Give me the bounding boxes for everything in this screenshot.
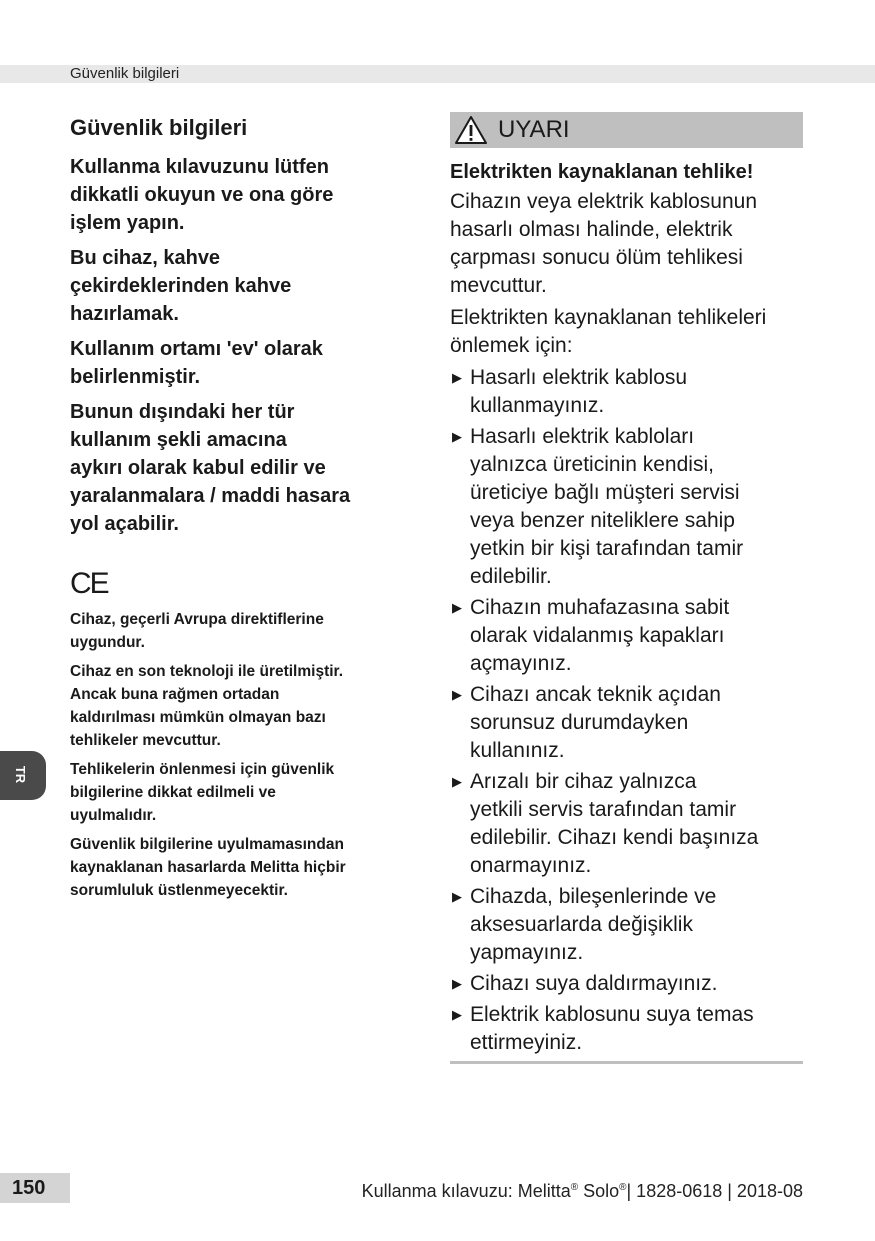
small-paragraph: Cihaz, geçerli Avrupa direktiflerine uygundur. [70,611,324,651]
list-item [450,1001,803,1057]
list-item [450,681,803,765]
warning-list [450,364,803,1057]
bullet-triangle-icon: ▶ [452,1007,462,1022]
warning-label: UYARI [498,116,570,143]
bold-paragraph: Bu cihaz, kahve çekirdeklerinden kahve hazırlamak. [70,247,292,325]
list-item [450,594,803,678]
warning-triangle-icon [454,115,488,145]
warning-bottom-rule [450,1061,803,1064]
warning-box [450,112,803,1064]
list-item-text: Cihazda, bileşenlerinde ve aksesuarlarda değişiklik yapmayınız. [470,885,717,964]
language-tab-label: TR [13,765,29,784]
list-item [450,768,803,880]
bullet-triangle-icon: ▶ [452,889,462,904]
header-section: Güvenlik bilgileri [70,65,180,82]
bullet-triangle-icon: ▶ [452,774,462,789]
list-item [450,364,803,420]
bold-paragraph: Bunun dışındaki her tür kullanım şekli amacına aykırı olarak kabul edilir ve yaralanmalara / maddi hasara yol açabilir. [70,401,351,535]
list-item-text: Arızalı bir cihaz yalnızca yetkili servis tarafından tamir edilebilir. Cihazı kendi başınıza onarmayınız. [470,770,759,877]
small-paragraph: Güvenlik bilgilerine uyulmamasından kaynaklanan hasarlarda Melitta hiçbir sorumluluk üstlenmeyecektir. [70,836,346,899]
footer-manual: Kullanma kılavuzu: Melitta [361,1181,571,1201]
bullet-triangle-icon: ▶ [452,370,462,385]
ce-mark-icon: CE [70,567,108,600]
section-title: Güvenlik bilgileri [70,115,248,140]
warning-paragraph: Cihazın veya elektrik kablosunun hasarlı olması halinde, elektrik çarpması sonucu ölüm tehlikesi mevcuttur. [450,190,758,297]
list-item-text: Hasarlı elektrik kabloları yalnızca üreticinin kendisi, üreticiye bağlı müşteri servisi veya benzer niteliklere sahip yetkin bir kişi tarafından tamir edilebilir. [470,425,744,588]
bold-paragraph: Kullanma kılavuzunu lütfen dikkatli okuyun ve ona göre işlem yapın. [70,156,334,234]
bullet-triangle-icon: ▶ [452,600,462,615]
list-item-text: Cihazı ancak teknik açıdan sorunsuz durumdayken kullanınız. [470,683,721,762]
small-paragraph: Tehlikelerin önlenmesi için güvenlik bilgilerine dikkat edilmeli ve uyulmalıdır. [70,761,335,824]
list-item [450,970,803,998]
small-paragraph: Cihaz en son teknoloji ile üretilmiştir. Ancak buna rağmen ortadan kaldırılması mümkün olmayan bazı tehlikeler mevcuttur. [70,663,344,749]
registered-mark: ® [619,1182,627,1193]
footer-product: Solo [578,1181,620,1201]
list-item-text: Cihazı suya daldırmayınız. [470,972,718,995]
language-tab [0,751,46,800]
left-column [70,113,415,908]
warning-heading: Elektrikten kaynaklanan tehlike! [450,161,754,183]
bullet-triangle-icon: ▶ [452,687,462,702]
list-item [450,423,803,591]
warning-paragraph: Elektrikten kaynaklanan tehlikeleri önlemek için: [450,306,767,357]
footer-text [362,1173,803,1206]
list-item-text: Hasarlı elektrik kablosu kullanmayınız. [470,366,688,417]
list-item [450,883,803,967]
bullet-triangle-icon: ▶ [452,976,462,991]
running-header [0,65,875,83]
list-item-text: Cihazın muhafazasına sabit olarak vidalanmış kapakları açmayınız. [470,596,730,675]
list-item-text: Elektrik kablosunu suya temas ettirmeyiniz. [470,1003,754,1054]
bold-paragraph: Kullanım ortamı 'ev' olarak belirlenmiştir. [70,338,323,388]
page-number: 150 [0,1173,70,1203]
footer-code-date: | 1828-0618 | 2018-08 [626,1181,803,1201]
bullet-triangle-icon: ▶ [452,429,462,444]
warning-header [450,112,803,148]
registered-mark: ® [570,1182,579,1193]
